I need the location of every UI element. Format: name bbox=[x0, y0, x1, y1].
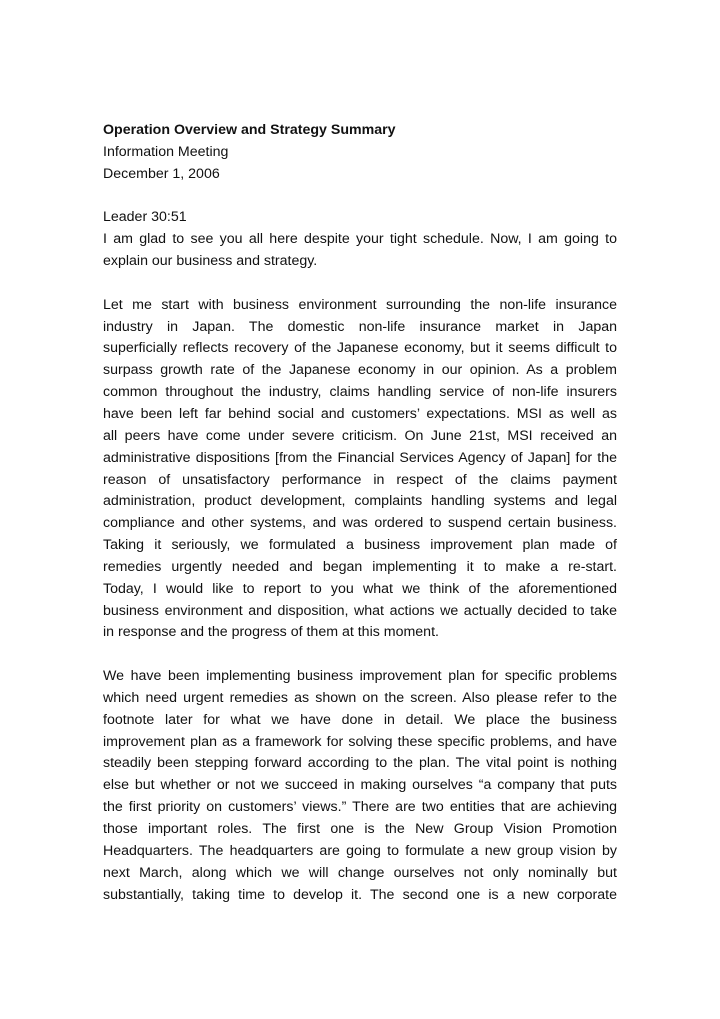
document-title: Operation Overview and Strategy Summary bbox=[103, 122, 396, 138]
paragraph-line: I am glad to see you all here despite your tight schedule. Now, I am going to bbox=[103, 231, 617, 248]
paragraph-line: substantially, taking time to develop it. The second one is a new corporate bbox=[103, 886, 617, 903]
paragraph-business-environment bbox=[103, 295, 617, 645]
paragraph-line: business environment and disposition, what actions we actually decided to take bbox=[103, 602, 617, 619]
paragraph-line: administration, product development, complaints handling systems and legal bbox=[103, 493, 617, 510]
document-page bbox=[103, 120, 617, 906]
paragraph-line: Let me start with business environment surrounding the non-life insurance bbox=[103, 296, 617, 313]
paragraph-intro bbox=[103, 229, 617, 273]
paragraph-line: in response and the progress of them at this moment. bbox=[103, 624, 439, 641]
spacer bbox=[103, 644, 617, 666]
paragraph-line: all peers have come under severe criticism. On June 21st, MSI received an bbox=[103, 427, 617, 444]
paragraph-line: reason of unsatisfactory performance in respect of the claims payment bbox=[103, 471, 617, 488]
paragraph-line: industry in Japan. The domestic non-life insurance market in Japan bbox=[103, 318, 617, 335]
paragraph-line: We have been implementing business improvement plan for specific problems bbox=[103, 668, 617, 685]
paragraph-line: footnote later for what we have done in detail. We place the business bbox=[103, 711, 617, 728]
paragraph-line: compliance and other systems, and was ordered to suspend certain business. bbox=[103, 515, 617, 532]
document-date: December 1, 2006 bbox=[103, 165, 220, 182]
speaker-label: Leader 30:51 bbox=[103, 209, 187, 226]
paragraph-line: steadily been stepping forward according to the plan. The vital point is nothing bbox=[103, 755, 617, 772]
paragraph-line: Taking it seriously, we formulated a business improvement plan made of bbox=[103, 537, 617, 554]
paragraph-line: improvement plan as a framework for solving these specific problems, and have bbox=[103, 733, 617, 750]
paragraph-line: the first priority on customers’ views.” There are two entities that are achieving bbox=[103, 799, 617, 816]
paragraph-line: Today, I would like to report to you what we think of the aforementioned bbox=[103, 580, 617, 597]
paragraph-line: explain our business and strategy. bbox=[103, 253, 318, 270]
paragraph-line: those important roles. The first one is the New Group Vision Promotion bbox=[103, 821, 617, 837]
spacer bbox=[103, 273, 617, 295]
paragraph-line: Headquarters. The headquarters are going to formulate a new group vision by bbox=[103, 842, 617, 859]
paragraph-line: remedies urgently needed and began implementing it to make a re-start. bbox=[103, 558, 617, 575]
spacer bbox=[103, 186, 617, 208]
paragraph-line: next March, along which we will change ourselves not only nominally but bbox=[103, 864, 617, 881]
paragraph-line: else but whether or not we succeed in making ourselves “a company that puts bbox=[103, 777, 617, 794]
paragraph-line: surpass growth rate of the Japanese economy in our opinion. As a problem bbox=[103, 362, 617, 379]
paragraph-improvement-plan bbox=[103, 666, 617, 906]
document-subtitle: Information Meeting bbox=[103, 143, 229, 160]
paragraph-line: which need urgent remedies as shown on the screen. Also please refer to the bbox=[103, 689, 617, 706]
paragraph-line: superficially reflects recovery of the Japanese economy, but it seems difficult to bbox=[103, 340, 617, 357]
paragraph-line: have been left far behind social and customers’ expectations. MSI as well as bbox=[103, 405, 617, 422]
paragraph-line: administrative dispositions [from the Financial Services Agency of Japan] for the bbox=[103, 449, 617, 466]
paragraph-line: common throughout the industry, claims handling service of non-life insurers bbox=[103, 384, 617, 401]
